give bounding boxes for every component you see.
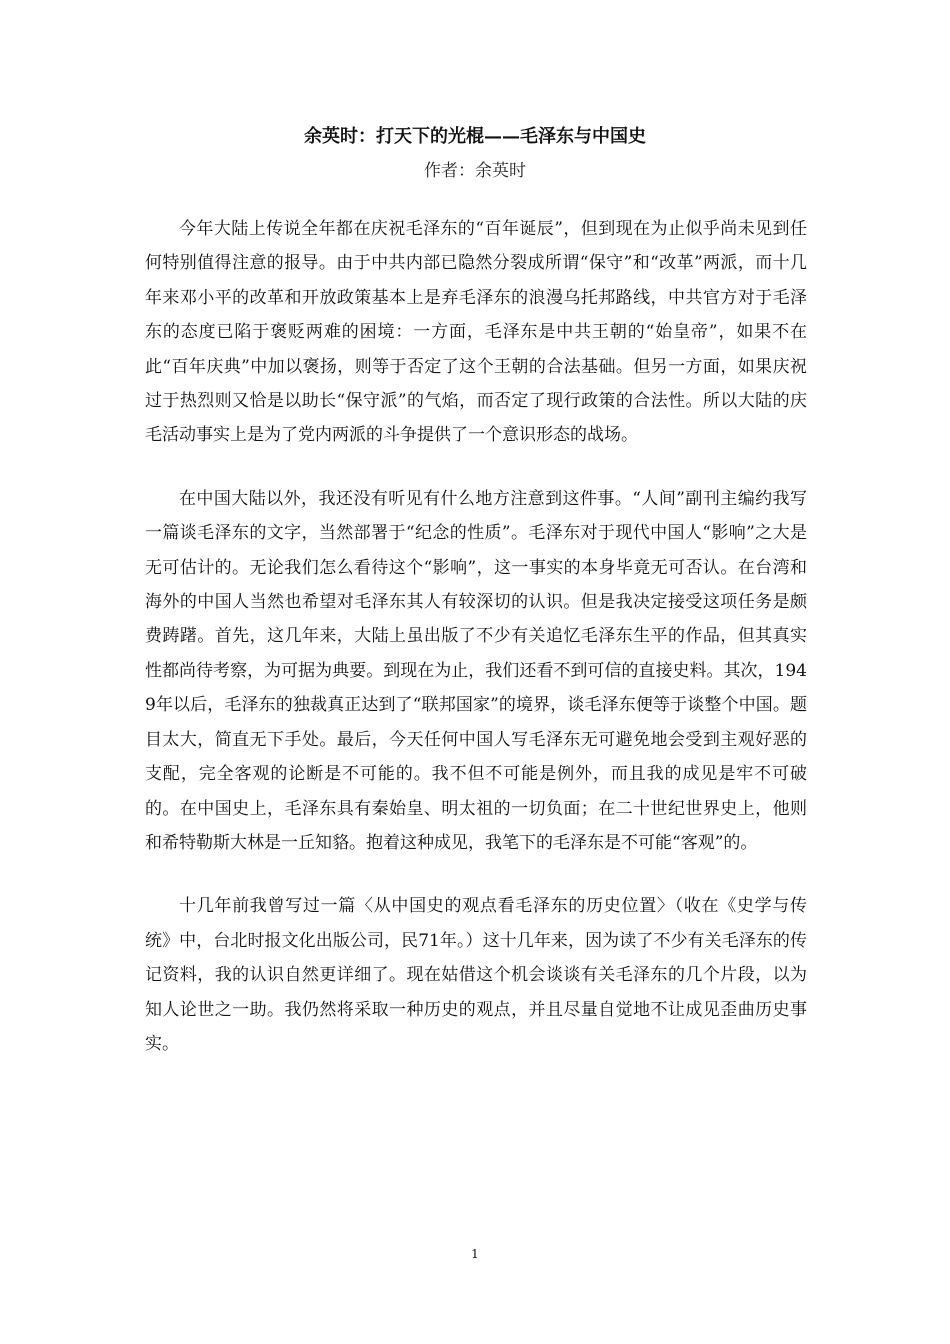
paragraph-2: 在中国大陆以外，我还没有听见有什么地方注意到这件事。“人间”副刊主编约我写一篇谈毛泽东的文字，当然部署于“纪念的性质”。毛泽东对于现代中国人“影响”之大是无可估计的。无论我们怎么看待这个“影响”，这一事实的本身毕竟无可否认。在台湾和海外的中国人当然也希望对毛泽东其人有较深切的认识。但是我决定接受这项任务是颇费踌躇。首先，这几年来，大陆上虽出版了不少有关追忆毛泽东生平的作品，但其真实性都尚待考察，为可据为典要。到现在为止，我们还看不到可信的直接史料。其次，1949年以后，毛泽东的独裁真正达到了“联邦国家”的境界，谈毛泽东便等于谈整个中国。题目太大，简直无下手处。最后，今天任何中国人写毛泽东无可避免地会受到主观好恶的支配，完全客观的论断是不可能的。我不但不可能是例外，而且我的成见是牢不可破的。在中国史上，毛泽东具有秦始皇、明太祖的一切负面；在二十世纪世界史上，他则和希特勒斯大林是一丘知貉。抱着这种成见，我笔下的毛泽东是不可能“客观”的。 <box>145 488 807 853</box>
article-body <box>145 212 807 1090</box>
paragraph-3: 十几年前我曾写过一篇〈从中国史的观点看毛泽东的历史位置〉（收在《史学与传统》中，台北时报文化出版公司，民71年。）这十几年来，因为读了不少有关毛泽东的传记资料，我的认识自然更详细了。现在姑借这个机会谈谈有关毛泽东的几个片段，以为知人论世之一助。我仍然将采取一种历史的观点，并且尽量自觉地不让成见歪曲历史事实。 <box>145 896 807 1054</box>
author-byline: 作者：余英时 <box>424 161 526 181</box>
page-number: 1 <box>471 1247 479 1261</box>
document-title: 余英时：打天下的光棍——毛泽东与中国史 <box>304 126 646 147</box>
paragraph-1: 今年大陆上传说全年都在庆祝毛泽东的“百年诞辰”，但到现在为止似乎尚未见到任何特别值得注意的报导。由于中共内部已隐然分裂成所谓“保守”和“改革”两派，而十几年来邓小平的改革和开放政策基本上是弃毛泽东的浪漫乌托邦路线，中共官方对于毛泽东的态度已陷于褒贬两难的困境：一方面，毛泽东是中共王朝的“始皇帝”，如果不在此“百年庆典”中加以褒扬，则等于否定了这个王朝的合法基础。但另一方面，如果庆祝过于热烈则又恰是以助长“保守派”的气焰，而否定了现行政策的合法性。所以大陆的庆毛活动事实上是为了党内两派的斗争提供了一个意识形态的战场。 <box>145 219 807 446</box>
